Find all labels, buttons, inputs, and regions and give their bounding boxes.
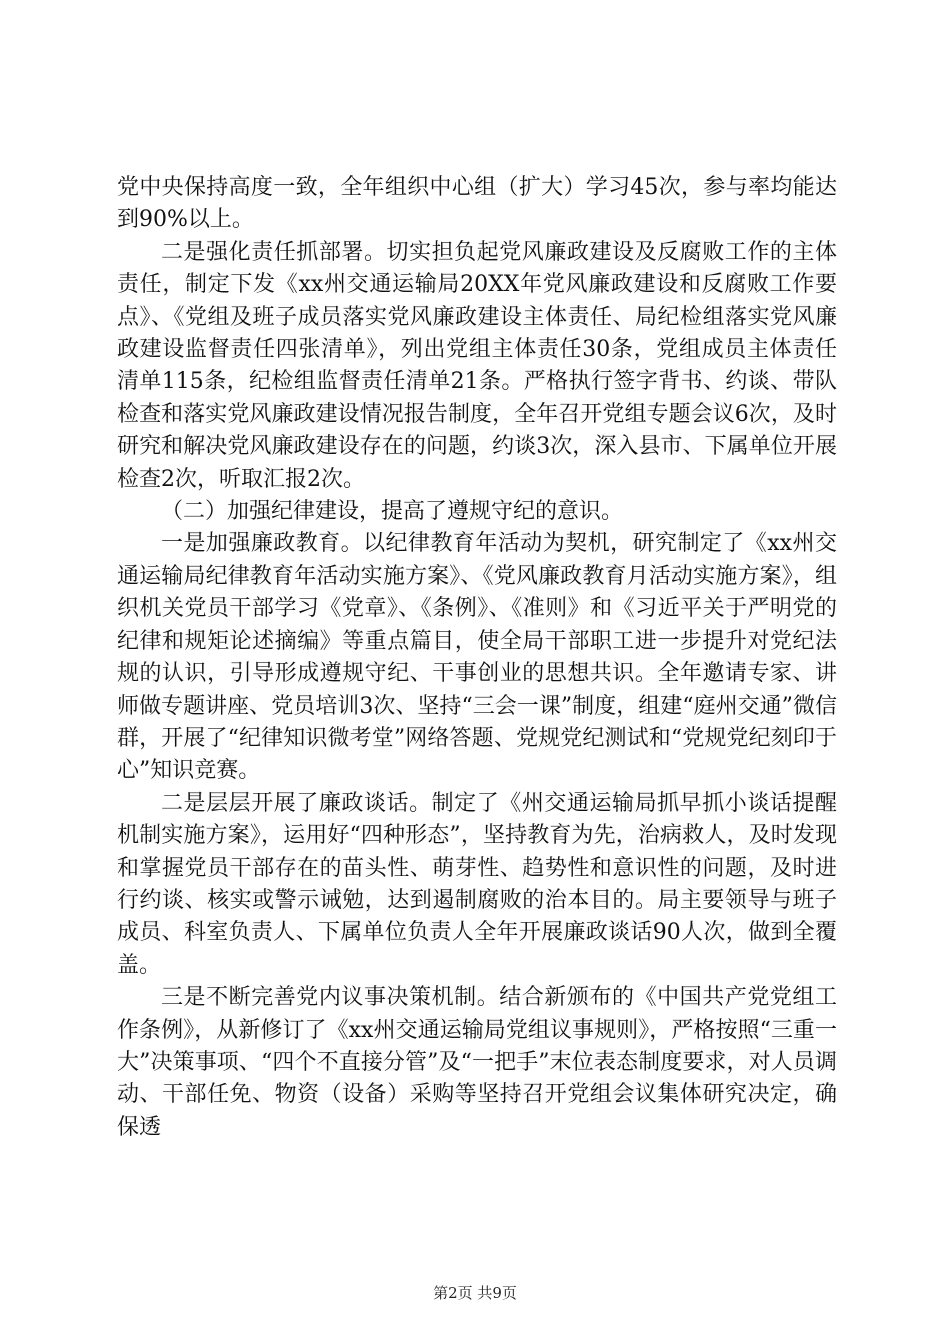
page-footer: 第2页 共9页 [433,1284,517,1302]
paragraph-5: 三是不断完善党内议事决策机制。结合新颁布的《中国共产党党组工作条例》，从新修订了《xx州交通运输局党组议事规则》，严格按照“三重一大”决策事项、“四个不直接分管”及“一把手”末位表态制度要求，对人员调动、干部任免、物资（设备）采购等坚持召开党组会议集体研究决定，确保透 [117,985,837,1140]
paragraph-2: 二是强化责任抓部署。切实担负起党风廉政建设及反腐败工作的主体责任，制定下发《xx州交通运输局20XX年党风廉政建设和反腐败工作要点》、《党组及班子成员落实党风廉政建设主体责任、局纪检组落实党风廉政建设监督责任四张清单》，列出党组主体责任30条，党组成员主体责任清单115条，纪检组监督责任清单21条。严格执行签字背书、约谈、带队检查和落实党风廉政建设情况报告制度，全年召开党组专题会议6次，及时研究和解决党风廉政建设存在的问题，约谈3次，深入县市、下属单位开展检查2次，听取汇报2次。 [117,239,837,492]
section-heading: （二）加强纪律建设，提高了遵规守纪的意识。 [161,499,624,525]
document-body [117,172,837,1144]
paragraph-1: 党中央保持高度一致，全年组织中心组（扩大）学习45次，参与率均能达到90%以上。 [117,175,837,233]
paragraph-3: 一是加强廉政教育。以纪律教育年活动为契机，研究制定了《xx州交通运输局纪律教育年活动实施方案》、《党风廉政教育月活动实施方案》，组织机关党员干部学习《党章》、《条例》、《准则》和《习近平关于严明党的纪律和规矩论述摘编》等重点篇目，使全局干部职工进一步提升对党纪法规的认识，引导形成遵规守纪、干事创业的思想共识。全年邀请专家、讲师做专题讲座、党员培训3次、坚持“三会一课”制度，组建“庭州交通”微信群，开展了“纪律知识微考堂”网络答题、党规党纪测试和“党规党纪刻印于心”知识竞赛。 [117,531,837,784]
paragraph-4: 二是层层开展了廉政谈话。制定了《州交通运输局抓早抓小谈话提醒机制实施方案》，运用好“四种形态”，坚持教育为先，治病救人，及时发现和掌握党员干部存在的苗头性、萌芽性、趋势性和意识性的问题，及时进行约谈、核实或警示诫勉，达到遏制腐败的治本目的。局主要领导与班子成员、科室负责人、下属单位负责人全年开展廉政谈话90人次，做到全覆盖。 [117,790,837,978]
